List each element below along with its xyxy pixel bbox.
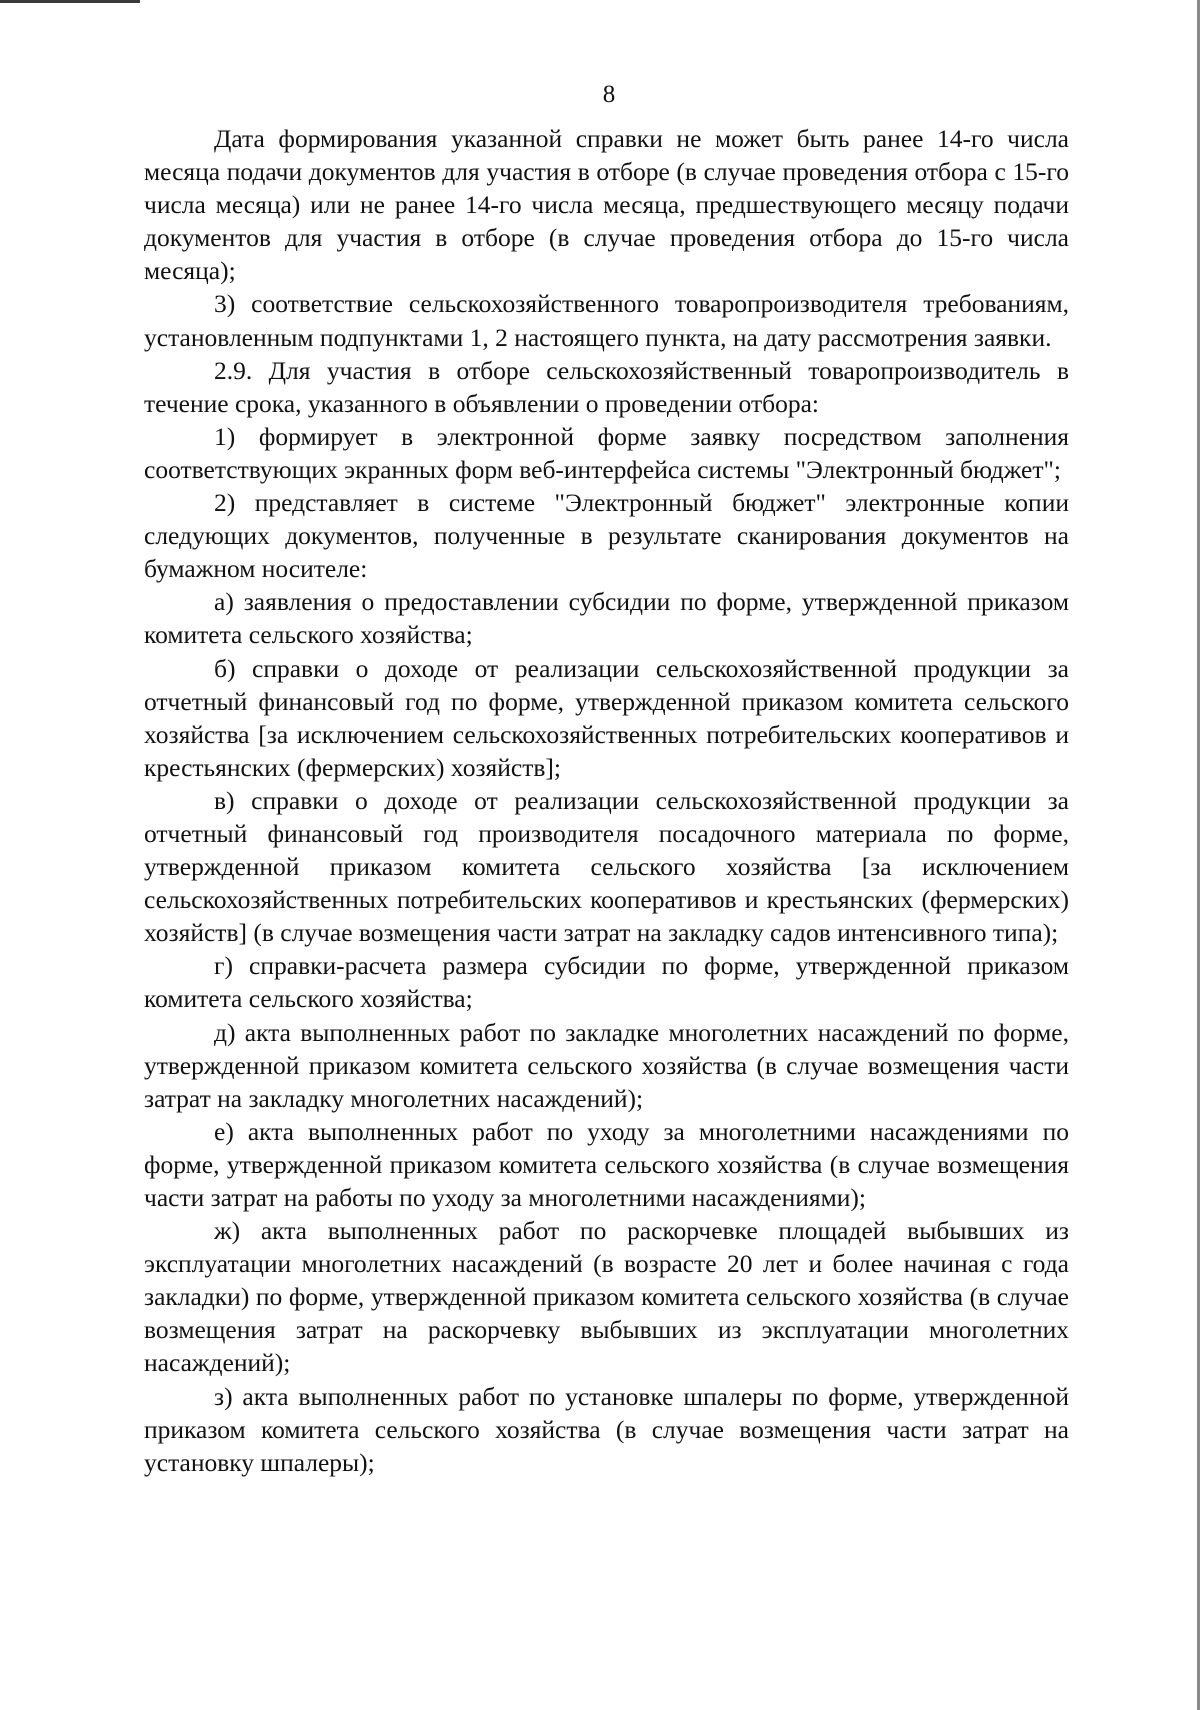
document-body xyxy=(144,122,1069,1479)
paragraph-sub-e: е) акта выполненных работ по уходу за многолетними насаждениями по форме, утвержденной приказом комитета сельского хозяйства (в случае возмещения части затрат на работы по уходу за многолетними насаждениями); xyxy=(144,1116,1069,1212)
paragraph-item-1-application: 1) формирует в электронной форме заявку посредством заполнения соответствующих экранных форм веб-интерфейса системы "Электронный бюджет"; xyxy=(144,421,1069,484)
paragraph-sub-v: в) справки о доходе от реализации сельскохозяйственной продукции за отчетный финансовый год производителя посадочного материала по форме, утвержденной приказом комитета сельского хозяйства [за исключением сельскохозяйственных потребительских кооперативов и крестьянских (фермерских) хозяйств] (в случае возмещения части затрат на закладку садов интенсивного типа); xyxy=(144,785,1069,948)
paragraph-sub-g: г) справки-расчета размера субсидии по форме, утвержденной приказом комитета сельского хозяйства; xyxy=(144,951,1069,1014)
paragraph-section-2-9: 2.9. Для участия в отборе сельскохозяйственный товаропроизводитель в течение срока, указанного в объявлении о проведении отбора: xyxy=(144,355,1069,418)
scan-edge-mark xyxy=(0,0,140,3)
paragraph-sub-z: з) акта выполненных работ по установке шпалеры по форме, утвержденной приказом комитета сельского хозяйства (в случае возмещения части затрат на установку шпалеры); xyxy=(144,1381,1069,1477)
paragraph-certificate-date: Дата формирования указанной справки не может быть ранее 14-го числа месяца подачи документов для участия в отборе (в случае проведения отбора с 15-го числа месяца) или не ранее 14-го числа месяца, предшествующего месяцу подачи документов для участия в отборе (в случае проведения отбора до 15-го числа месяца); xyxy=(144,124,1069,286)
paragraph-item-2-documents: 2) представляет в системе "Электронный бюджет" электронные копии следующих документов, полученные в результате сканирования документов на бумажном носителе: xyxy=(144,488,1069,584)
page-number: 8 xyxy=(602,81,616,108)
paragraph-item-3-compliance: 3) соответствие сельскохозяйственного товаропроизводителя требованиям, установленным подпунктами 1, 2 настоящего пункта, на дату рассмотрения заявки. xyxy=(144,289,1069,352)
paragraph-sub-d: д) акта выполненных работ по закладке многолетних насаждений по форме, утвержденной приказом комитета сельского хозяйства (в случае возмещения части затрат на закладку многолетних насаждений); xyxy=(144,1017,1069,1113)
paragraph-sub-b: б) справки о доходе от реализации сельскохозяйственной продукции за отчетный финансовый год по форме, утвержденной приказом комитета сельского хозяйства [за исключением сельскохозяйственных потребительских кооперативов и крестьянских (фермерских) хозяйств]; xyxy=(144,653,1069,782)
paragraph-sub-zh: ж) акта выполненных работ по раскорчевке площадей выбывших из эксплуатации многолетних насаждений (в возрасте 20 лет и более начиная с года закладки) по форме, утвержденной приказом комитета сельского хозяйства (в случае возмещения затрат на раскорчевку выбывших из эксплуатации многолетних насаждений); xyxy=(144,1216,1069,1378)
paragraph-sub-a: а) заявления о предоставлении субсидии по форме, утвержденной приказом комитета сельского хозяйства; xyxy=(144,587,1069,650)
